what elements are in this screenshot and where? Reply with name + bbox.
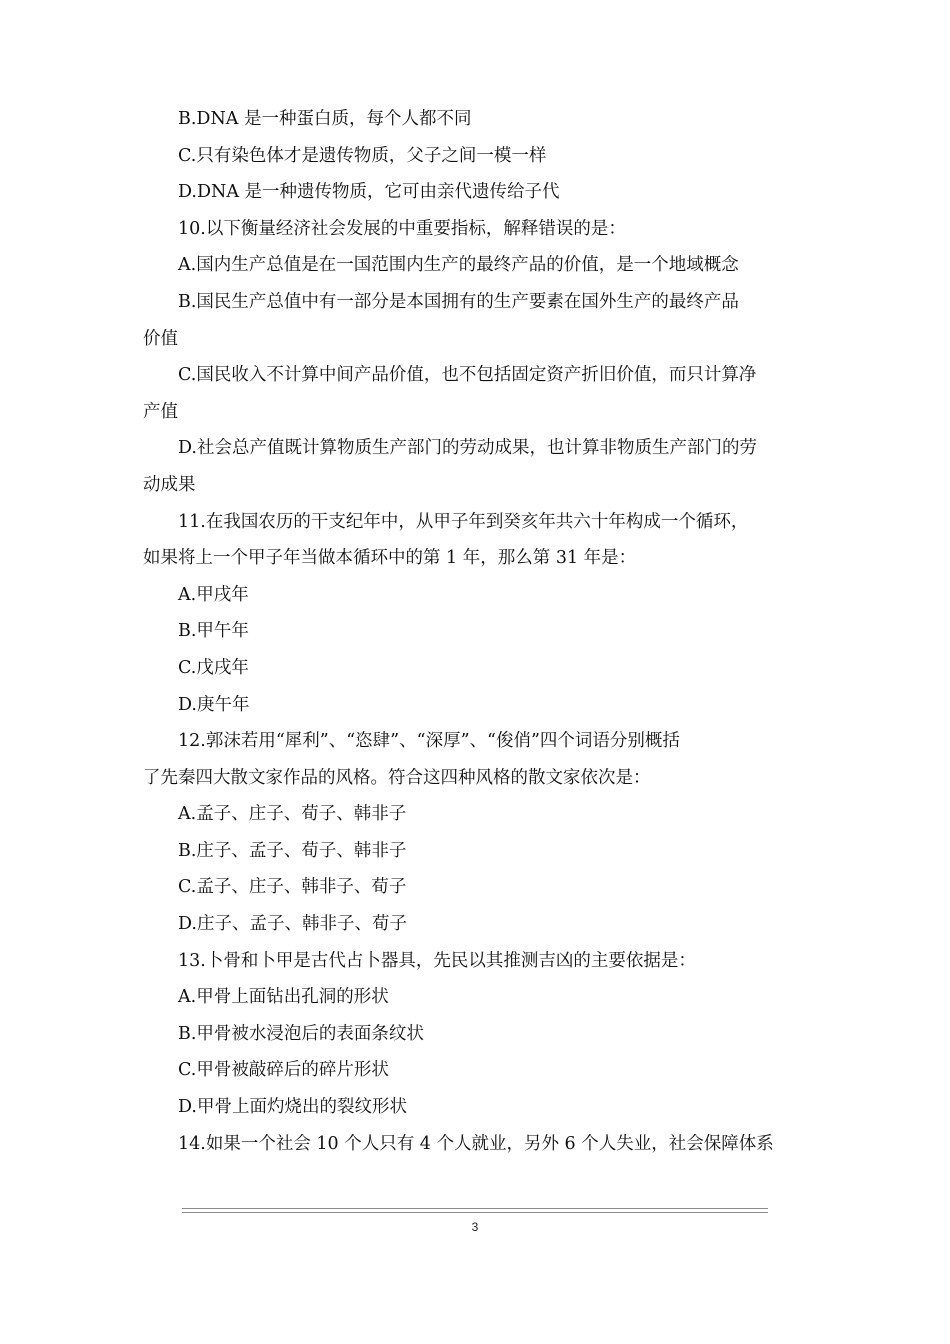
text-line: D.庄子、孟子、韩非子、荀子: [178, 914, 407, 935]
text-line: B.甲午年: [178, 621, 249, 642]
page-number: 3: [471, 1220, 479, 1234]
footer-divider: [182, 1208, 768, 1213]
text-line: D.社会总产值既计算物质生产部门的劳动成果，也计算非物质生产部门的劳: [178, 438, 757, 459]
text-line: 产值: [143, 401, 178, 422]
text-line: D.DNA 是一种遗传物质，它可由亲代遗传给子代: [178, 182, 560, 203]
text-line: B.DNA 是一种蛋白质，每个人都不同: [178, 109, 472, 129]
text-line: A.甲骨上面钻出孔洞的形状: [178, 987, 389, 1008]
text-line: 14.如果一个社会 10 个人只有 4 个人就业，另外 6 个人失业，社会保障体系: [178, 1133, 774, 1154]
text-line: 如果将上一个甲子年当做本循环中的第 1 年，那么第 31 年是：: [143, 548, 637, 569]
text-line: C.戊戌年: [178, 657, 249, 678]
text-line: 11.在我国农历的干支纪年中，从甲子年到癸亥年共六十年构成一个循环，: [178, 511, 749, 532]
text-line: 动成果: [143, 474, 196, 495]
text-line: C.国民收入不计算中间产品价值，也不包括固定资产折旧价值，而只计算净: [178, 365, 757, 386]
text-line: C.甲骨被敲碎后的碎片形状: [178, 1060, 389, 1081]
text-line: A.孟子、庄子、荀子、韩非子: [178, 804, 407, 825]
text-line: D.庚午年: [178, 694, 250, 715]
text-line: 了先秦四大散文家作品的风格。符合这四种风格的散文家依次是：: [143, 767, 651, 788]
text-line: 13.卜骨和卜甲是古代占卜器具，先民以其推测吉凶的主要依据是：: [178, 950, 696, 971]
text-line: A.甲戌年: [178, 584, 249, 605]
text-line: B.庄子、孟子、荀子、韩非子: [178, 840, 407, 861]
text-line: 12.郭沫若用“犀利”、“恣肆”、“深厚”、“俊俏”四个词语分别概括: [178, 731, 680, 752]
text-line: B.甲骨被水浸泡后的表面条纹状: [178, 1023, 424, 1044]
text-line: A.国内生产总值是在一国范围内生产的最终产品的价值，是一个地域概念: [178, 255, 739, 276]
document-body: [143, 101, 811, 1162]
text-line: C.孟子、庄子、韩非子、荀子: [178, 877, 407, 898]
text-line: B.国民生产总值中有一部分是本国拥有的生产要素在国外生产的最终产品: [178, 291, 739, 312]
text-line: 价值: [143, 328, 178, 349]
text-line: D.甲骨上面灼烧出的裂纹形状: [178, 1097, 407, 1118]
text-line: C.只有染色体才是遗传物质，父子之间一模一样: [178, 145, 547, 166]
text-line: 10.以下衡量经济社会发展的中重要指标，解释错误的是：: [178, 218, 626, 239]
